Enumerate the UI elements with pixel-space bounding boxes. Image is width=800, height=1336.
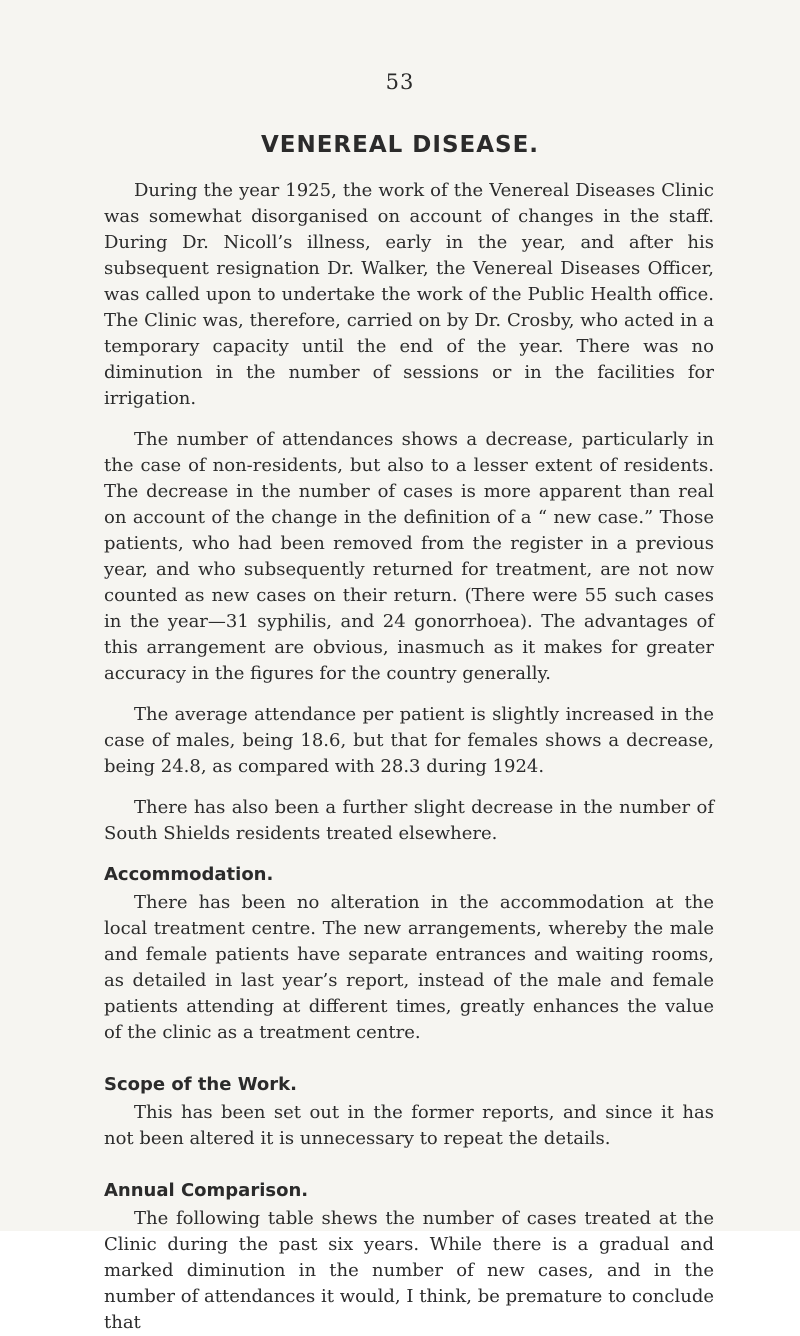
paragraph-attendances-decrease: The number of attendances shows a decrease, particularly in the case of non-residents, but also to a lesser extent of residents. The decrease in the number of cases is more apparent than real on account of the change in the definition of a “ new case.” Those patients, who had been removed from the register in a previous year, and who subsequently returned for treatment, are not now counted as new cases on their return. (There were 55 such cases in the year—31 syphilis, and 24 gonorrhoea). The advantages of this arrangement are obvious, inasmuch as it makes for greater accuracy in the figures for the country generally.: [104, 429, 714, 684]
paragraph-annual-comparison: The following table shews the number of cases treated at the Clinic during the past six years. While there is a gradual and marked diminution in the number of new cases, and in the number of attendances it would, I think, be premature to conclude that: [104, 1208, 714, 1333]
paragraph-accommodation: There has been no alteration in the accommodation at the local treatment centre. The new arrangements, whereby the male and female patients have separate entrances and waiting rooms, as detailed in last year’s report, instead of the male and female patients attending at different times, greatly enhances the value of the clinic as a treatment centre.: [104, 892, 714, 1043]
paragraph-scope-of-work: This has been set out in the former reports, and since it has not been altered it is unnecessary to repeat the details.: [104, 1102, 714, 1149]
paragraph-residents-elsewhere: There has also been a further slight decrease in the number of South Shields residents treated elsewhere.: [104, 797, 714, 844]
paragraph-average-attendance: The average attendance per patient is slightly increased in the case of males, being 18.6, but that for females shows a decrease, being 24.8, as compared with 28.3 during 1924.: [104, 704, 714, 777]
heading-accommodation: Accommodation.: [104, 864, 274, 885]
heading-annual-comparison: Annual Comparison.: [104, 1180, 309, 1201]
page-number: 53: [385, 70, 415, 94]
heading-scope-of-work: Scope of the Work.: [104, 1074, 297, 1095]
document-body: [104, 178, 714, 1336]
page-title: VENEREAL DISEASE.: [260, 132, 540, 158]
paragraph-clinic-staff-changes: During the year 1925, the work of the Venereal Diseases Clinic was somewhat disorganised on account of changes in the staff. During Dr. Nicoll’s illness, early in the year, and after his subsequent resignation Dr. Walker, the Venereal Diseases Officer, was called upon to undertake the work of the Public Health office. The Clinic was, therefore, carried on by Dr. Crosby, who acted in a temporary capacity until the end of the year. There was no diminution in the number of sessions or in the facilities for irrigation.: [104, 180, 714, 409]
